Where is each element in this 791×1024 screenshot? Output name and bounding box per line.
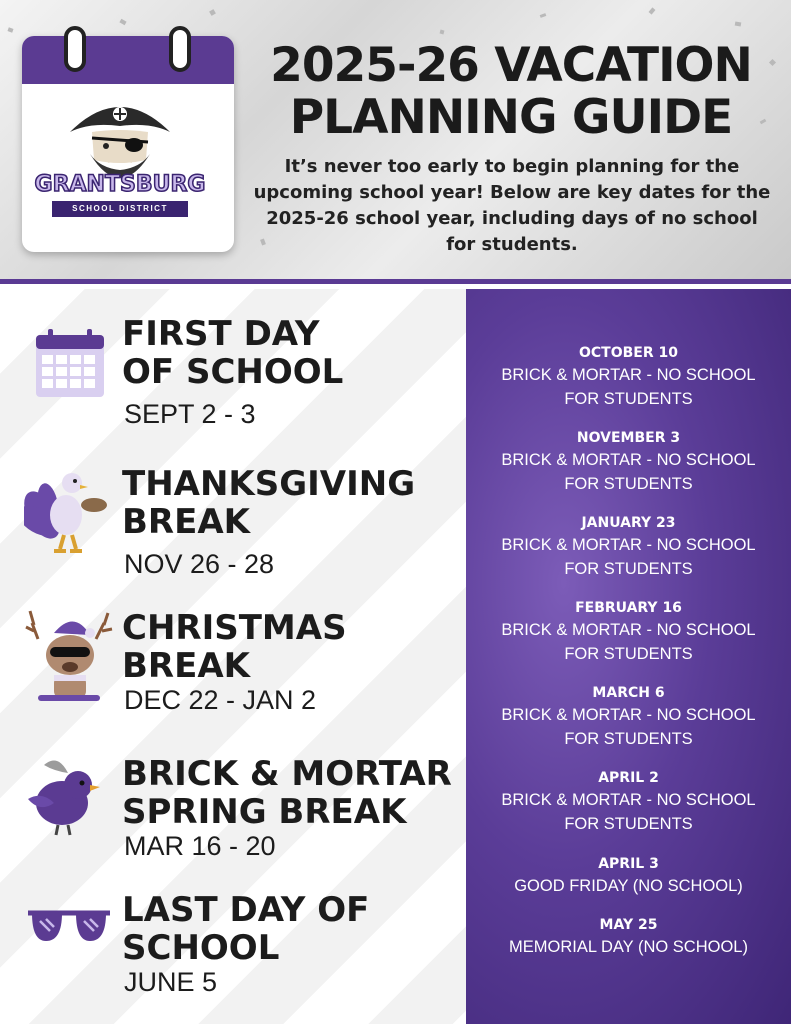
confetti [735,22,742,27]
event-title [122,609,462,685]
event-title [122,891,462,967]
no-school-date: JANUARY 23 [581,515,676,531]
no-school-day [466,854,791,898]
title-line-1: 2025-26 VACATION [270,38,752,93]
no-school-desc: BRICK & MORTAR - NO SCHOOL [501,536,756,554]
bird-icon [24,755,104,839]
confetti [769,59,776,66]
no-school-day [466,915,791,959]
calendar-ring-icon [169,26,191,72]
event-title-line: SCHOOL [122,928,280,968]
no-school-desc: BRICK & MORTAR - NO SCHOOL [501,706,756,724]
confetti [119,19,126,25]
event-title-line: THANKSGIVING [122,464,416,504]
event-title-line: BRICK & MORTAR [122,754,452,794]
calendar-icon [34,327,106,399]
sunglasses-icon [26,907,112,947]
no-school-date: MAY 25 [599,917,658,933]
event-title-line: FIRST DAY [122,314,320,354]
no-school-day [466,428,791,496]
confetti [209,9,216,16]
reindeer-icon [24,605,114,705]
event-date: DEC 22 - JAN 2 [124,685,317,715]
page-title [256,40,766,144]
event-date: JUNE 5 [124,967,218,997]
calendar-ring-icon [64,26,86,72]
event-title-line: SPRING BREAK [122,792,407,832]
key-dates-column [0,289,466,1024]
no-school-day [466,343,791,411]
event-title-line: LAST DAY OF [122,890,370,930]
no-school-desc: FOR STUDENTS [564,475,693,493]
event-date: MAR 16 - 20 [124,831,276,861]
no-school-desc: GOOD FRIDAY (NO SCHOOL) [514,877,743,895]
event-title-line: OF SCHOOL [122,352,344,392]
no-school-desc: FOR STUDENTS [564,390,693,408]
title-line-2: PLANNING GUIDE [289,90,733,145]
no-school-desc: FOR STUDENTS [564,730,693,748]
no-school-day [466,513,791,581]
no-school-date: OCTOBER 10 [579,345,678,361]
no-school-date: APRIL 3 [598,856,659,872]
no-school-desc: FOR STUDENTS [564,645,693,663]
no-school-desc: BRICK & MORTAR - NO SCHOOL [501,791,756,809]
no-school-desc: FOR STUDENTS [564,815,693,833]
calendar-header-bar [22,36,234,84]
no-school-desc: BRICK & MORTAR - NO SCHOOL [501,621,756,639]
school-logo [30,92,210,242]
event-title [122,315,462,391]
no-school-desc: MEMORIAL DAY (NO SCHOOL) [509,938,748,956]
confetti [440,30,445,35]
school-name: GRANTSBURG [34,172,206,197]
confetti [7,27,13,32]
event-date: SEPT 2 - 3 [124,399,256,429]
no-school-date: APRIL 2 [598,770,659,786]
event-title [122,755,462,831]
no-school-desc: BRICK & MORTAR - NO SCHOOL [501,451,756,469]
subtitle: It’s never too early to begin planning for the upcoming school year! Below are key dates for the 2025-26 school year, including days of no school for students. [253,156,771,255]
no-school-day [466,683,791,751]
header [0,0,791,284]
no-school-day [466,768,791,836]
event-title-line: CHRISTMAS [122,608,347,648]
no-school-days-column [466,289,791,1024]
event-title [122,465,462,541]
event-title-line: BREAK [122,502,250,542]
confetti [540,13,547,18]
confetti [649,7,656,14]
no-school-date: MARCH 6 [592,685,665,701]
no-school-date: FEBRUARY 16 [575,600,682,616]
no-school-desc: FOR STUDENTS [564,560,693,578]
event-date: NOV 26 - 28 [124,549,275,579]
no-school-date: NOVEMBER 3 [576,430,681,446]
no-school-desc: BRICK & MORTAR - NO SCHOOL [501,366,756,384]
turkey-icon [24,465,114,555]
district-banner: SCHOOL DISTRICT [52,201,188,217]
no-school-day [466,598,791,666]
event-title-line: BREAK [122,646,250,686]
